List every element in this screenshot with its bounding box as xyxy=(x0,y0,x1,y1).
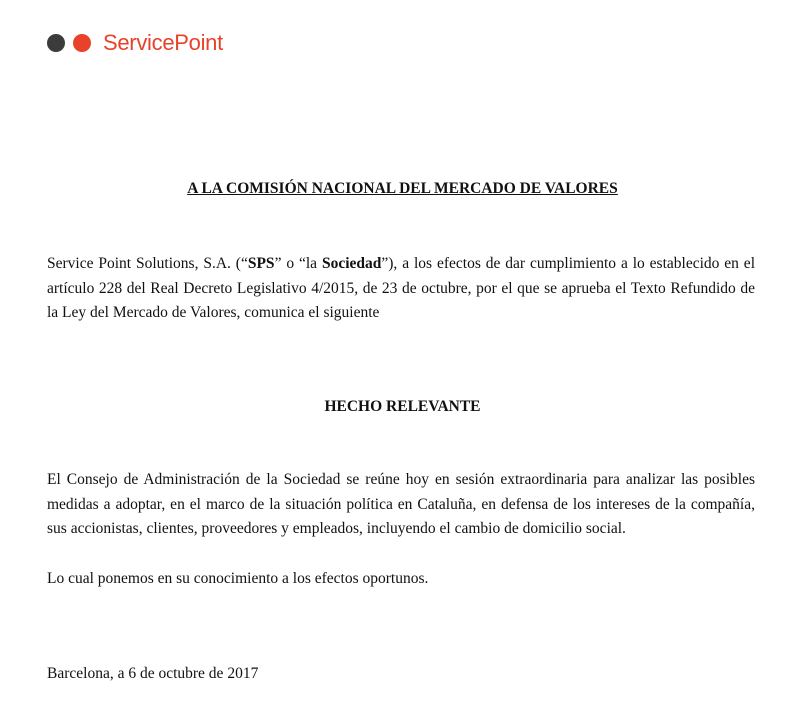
intro-paragraph: Service Point Solutions, S.A. (“SPS” o “la Sociedad”), a los efectos de dar cumplimiento a lo establecido en el artículo 228 del Real Decreto Legislativo 4/2015, de 23 de octubre, por el que se aprueba el Texto Refundido de la Ley del Mercado de Valores, comunica el siguiente xyxy=(47,255,755,321)
logo-wordmark: ServicePoint xyxy=(103,30,223,55)
document-addressee-title: A LA COMISIÓN NACIONAL DEL MERCADO DE VALORES xyxy=(187,180,618,197)
body-paragraph: El Consejo de Administración de la Sociedad se reúne hoy en sesión extraordinaria para analizar las posibles medidas a adoptar, en el marco de la situación política en Cataluña, en defensa de los intereses de la compañía, sus accionistas, clientes, proveedores y empleados, incluyendo el cambio de domicilio social. xyxy=(47,471,755,537)
sociedad-term: Sociedad xyxy=(321,255,382,272)
logo-dots-icon xyxy=(47,33,99,53)
company-logo xyxy=(47,30,223,56)
place-date: Barcelona, a 6 de octubre de 2017 xyxy=(47,665,259,682)
section-heading: HECHO RELEVANTE xyxy=(324,398,481,415)
sps-abbreviation: SPS xyxy=(247,255,275,272)
closing-paragraph: Lo cual ponemos en su conocimiento a los efectos oportunos. xyxy=(47,570,429,587)
